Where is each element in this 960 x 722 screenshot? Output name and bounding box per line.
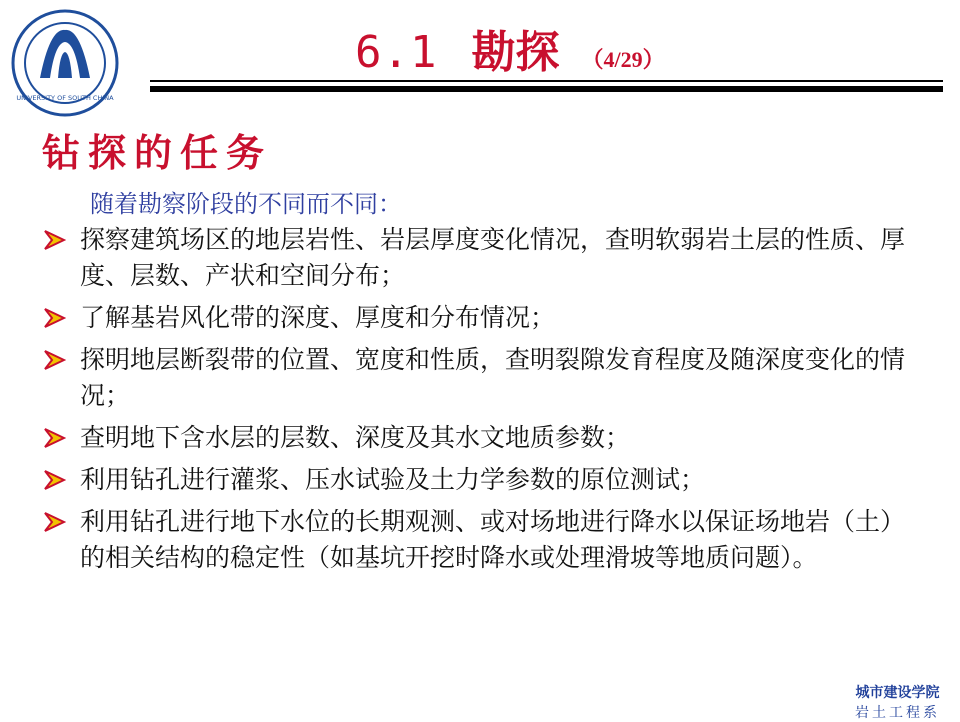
slide-heading: 钻探的任务 (42, 130, 273, 175)
list-item-text: 了解基岩风化带的深度、厚度和分布情况； (80, 303, 556, 332)
list-item-text: 探察建筑场区的地层岩性、岩层厚度变化情况，查明软弱岩土层的性质、厚度、层数、产状和空间分布； (80, 225, 906, 290)
bullet-list (44, 222, 924, 582)
arrow-bullet-icon (44, 342, 80, 374)
list-item (44, 300, 924, 336)
slide-subheading: 随着勘察阶段的不同而不同： (90, 190, 402, 218)
arrow-bullet-icon (44, 300, 80, 332)
footer-school: 城市建设学院 (855, 685, 940, 701)
list-item (44, 462, 924, 498)
arrow-bullet-icon (44, 462, 80, 494)
page-indicator: （4/29） (581, 47, 665, 72)
arrow-bullet-icon (44, 420, 80, 452)
title-divider-thin (150, 80, 943, 82)
list-item-text: 探明地层断裂带的位置、宽度和性质，查明裂隙发育程度及随深度变化的情况； (80, 345, 906, 410)
slide-title (355, 16, 665, 76)
list-item-text: 利用钻孔进行灌浆、压水试验及土力学参数的原位测试； (80, 465, 706, 494)
list-item-text: 利用钻孔进行地下水位的长期观测、或对场地进行降水以保证场地岩（土）的相关结构的稳定性（如基坑开挖时降水或处理滑坡等地质问题）。 (80, 507, 906, 572)
arrow-bullet-icon (44, 504, 80, 536)
list-item (44, 420, 924, 456)
arrow-bullet-icon (44, 222, 80, 254)
footer-department: 岩土工程系 (855, 705, 940, 721)
title-divider-thick (150, 86, 943, 92)
list-item (44, 342, 924, 414)
section-number: 6.1 (355, 27, 438, 78)
footer (855, 682, 940, 722)
university-logo (10, 8, 120, 118)
list-item (44, 222, 924, 294)
section-title: 勘探 (471, 27, 560, 78)
list-item-text: 查明地下含水层的层数、深度及其水文地质参数； (80, 423, 631, 452)
logo-text: UNIVERSITY OF SOUTH CHINA (16, 94, 114, 102)
list-item (44, 504, 924, 576)
